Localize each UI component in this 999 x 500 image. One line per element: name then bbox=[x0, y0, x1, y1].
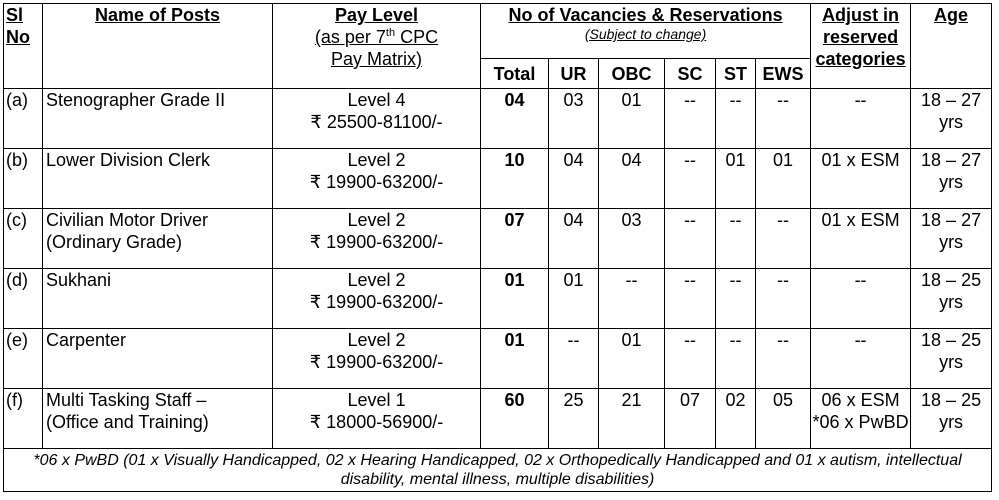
post-name-header: Name of Posts bbox=[43, 4, 273, 89]
post-name-cell: Multi Tasking Staff – (Office and Training) bbox=[43, 389, 273, 449]
sl-cell: (c) bbox=[4, 209, 43, 269]
ews-col-header: EWS bbox=[756, 59, 811, 89]
st-cell: -- bbox=[716, 329, 756, 389]
ews-cell: -- bbox=[756, 329, 811, 389]
adjust-cell: -- bbox=[811, 89, 911, 149]
sc-cell: 07 bbox=[665, 389, 716, 449]
age-cell: 18 – 25 yrs bbox=[911, 329, 992, 389]
total-cell: 60 bbox=[481, 389, 549, 449]
obc-col-header: OBC bbox=[599, 59, 665, 89]
total-cell: 10 bbox=[481, 149, 549, 209]
table-row bbox=[4, 89, 992, 149]
ur-cell: 04 bbox=[549, 209, 599, 269]
sl-cell: (a) bbox=[4, 89, 43, 149]
ur-cell: 04 bbox=[549, 149, 599, 209]
post-name-cell: Carpenter bbox=[43, 329, 273, 389]
st-cell: -- bbox=[716, 269, 756, 329]
footnote: *06 x PwBD (01 x Visually Handicapped, 02 x Hearing Handicapped, 02 x Orthopedically Handicapped and 01 x autism, intellectual disability, mental illness, multiple disabilities) bbox=[4, 449, 992, 492]
post-name-cell: Stenographer Grade II bbox=[43, 89, 273, 149]
ur-cell: 25 bbox=[549, 389, 599, 449]
total-cell: 07 bbox=[481, 209, 549, 269]
adjust-cell: -- bbox=[811, 329, 911, 389]
obc-cell: 01 bbox=[599, 89, 665, 149]
ur-cell: -- bbox=[549, 329, 599, 389]
total-cell: 01 bbox=[481, 329, 549, 389]
pay-level-cell: Level 2 ₹ 19900-63200/- bbox=[273, 329, 481, 389]
adjust-cell: 01 x ESM bbox=[811, 149, 911, 209]
ur-cell: 03 bbox=[549, 89, 599, 149]
st-cell: 02 bbox=[716, 389, 756, 449]
ews-cell: -- bbox=[756, 89, 811, 149]
adjust-header: Adjust in reserved categories bbox=[811, 4, 911, 89]
ur-cell: 01 bbox=[549, 269, 599, 329]
sc-cell: -- bbox=[665, 89, 716, 149]
post-name-cell: Civilian Motor Driver (Ordinary Grade) bbox=[43, 209, 273, 269]
obc-cell: 01 bbox=[599, 329, 665, 389]
table-row bbox=[4, 329, 992, 389]
obc-cell: 03 bbox=[599, 209, 665, 269]
sc-col-header: SC bbox=[665, 59, 716, 89]
vacancies-header: No of Vacancies & Reservations (Subject to change) bbox=[481, 4, 811, 59]
sl-cell: (e) bbox=[4, 329, 43, 389]
st-cell: 01 bbox=[716, 149, 756, 209]
ews-cell: 01 bbox=[756, 149, 811, 209]
pay-level-cell: Level 1 ₹ 18000-56900/- bbox=[273, 389, 481, 449]
obc-cell: 04 bbox=[599, 149, 665, 209]
sc-cell: -- bbox=[665, 329, 716, 389]
sc-cell: -- bbox=[665, 209, 716, 269]
pay-level-cell: Level 4 ₹ 25500-81100/- bbox=[273, 89, 481, 149]
st-cell: -- bbox=[716, 89, 756, 149]
age-header: Age bbox=[911, 4, 992, 89]
age-cell: 18 – 27 yrs bbox=[911, 89, 992, 149]
obc-cell: 21 bbox=[599, 389, 665, 449]
age-cell: 18 – 27 yrs bbox=[911, 209, 992, 269]
age-cell: 18 – 25 yrs bbox=[911, 269, 992, 329]
table-row bbox=[4, 149, 992, 209]
total-cell: 01 bbox=[481, 269, 549, 329]
st-col-header: ST bbox=[716, 59, 756, 89]
post-name-cell: Lower Division Clerk bbox=[43, 149, 273, 209]
age-cell: 18 – 27 yrs bbox=[911, 149, 992, 209]
post-name-cell: Sukhani bbox=[43, 269, 273, 329]
table-row bbox=[4, 269, 992, 329]
total-col-header: Total bbox=[481, 59, 549, 89]
pay-level-cell: Level 2 ₹ 19900-63200/- bbox=[273, 269, 481, 329]
total-cell: 04 bbox=[481, 89, 549, 149]
vacancy-table bbox=[3, 3, 992, 492]
pay-level-subtitle: (as per 7th CPC bbox=[314, 27, 439, 47]
sl-cell: (f) bbox=[4, 389, 43, 449]
pay-level-cell: Level 2 ₹ 19900-63200/- bbox=[273, 209, 481, 269]
sl-cell: (d) bbox=[4, 269, 43, 329]
ews-cell: 05 bbox=[756, 389, 811, 449]
sl-no-header: Sl No bbox=[4, 4, 43, 89]
table-row bbox=[4, 209, 992, 269]
obc-cell: -- bbox=[599, 269, 665, 329]
ews-cell: -- bbox=[756, 209, 811, 269]
pay-level-cell: Level 2 ₹ 19900-63200/- bbox=[273, 149, 481, 209]
ews-cell: -- bbox=[756, 269, 811, 329]
sc-cell: -- bbox=[665, 149, 716, 209]
adjust-cell: 06 x ESM *06 x PwBD bbox=[811, 389, 911, 449]
sl-cell: (b) bbox=[4, 149, 43, 209]
age-cell: 18 – 25 yrs bbox=[911, 389, 992, 449]
pay-level-header: Pay Level (as per 7th CPC Pay Matrix) bbox=[273, 4, 481, 89]
st-cell: -- bbox=[716, 209, 756, 269]
adjust-cell: 01 x ESM bbox=[811, 209, 911, 269]
table-row bbox=[4, 389, 992, 449]
sc-cell: -- bbox=[665, 269, 716, 329]
ur-col-header: UR bbox=[549, 59, 599, 89]
adjust-cell: -- bbox=[811, 269, 911, 329]
